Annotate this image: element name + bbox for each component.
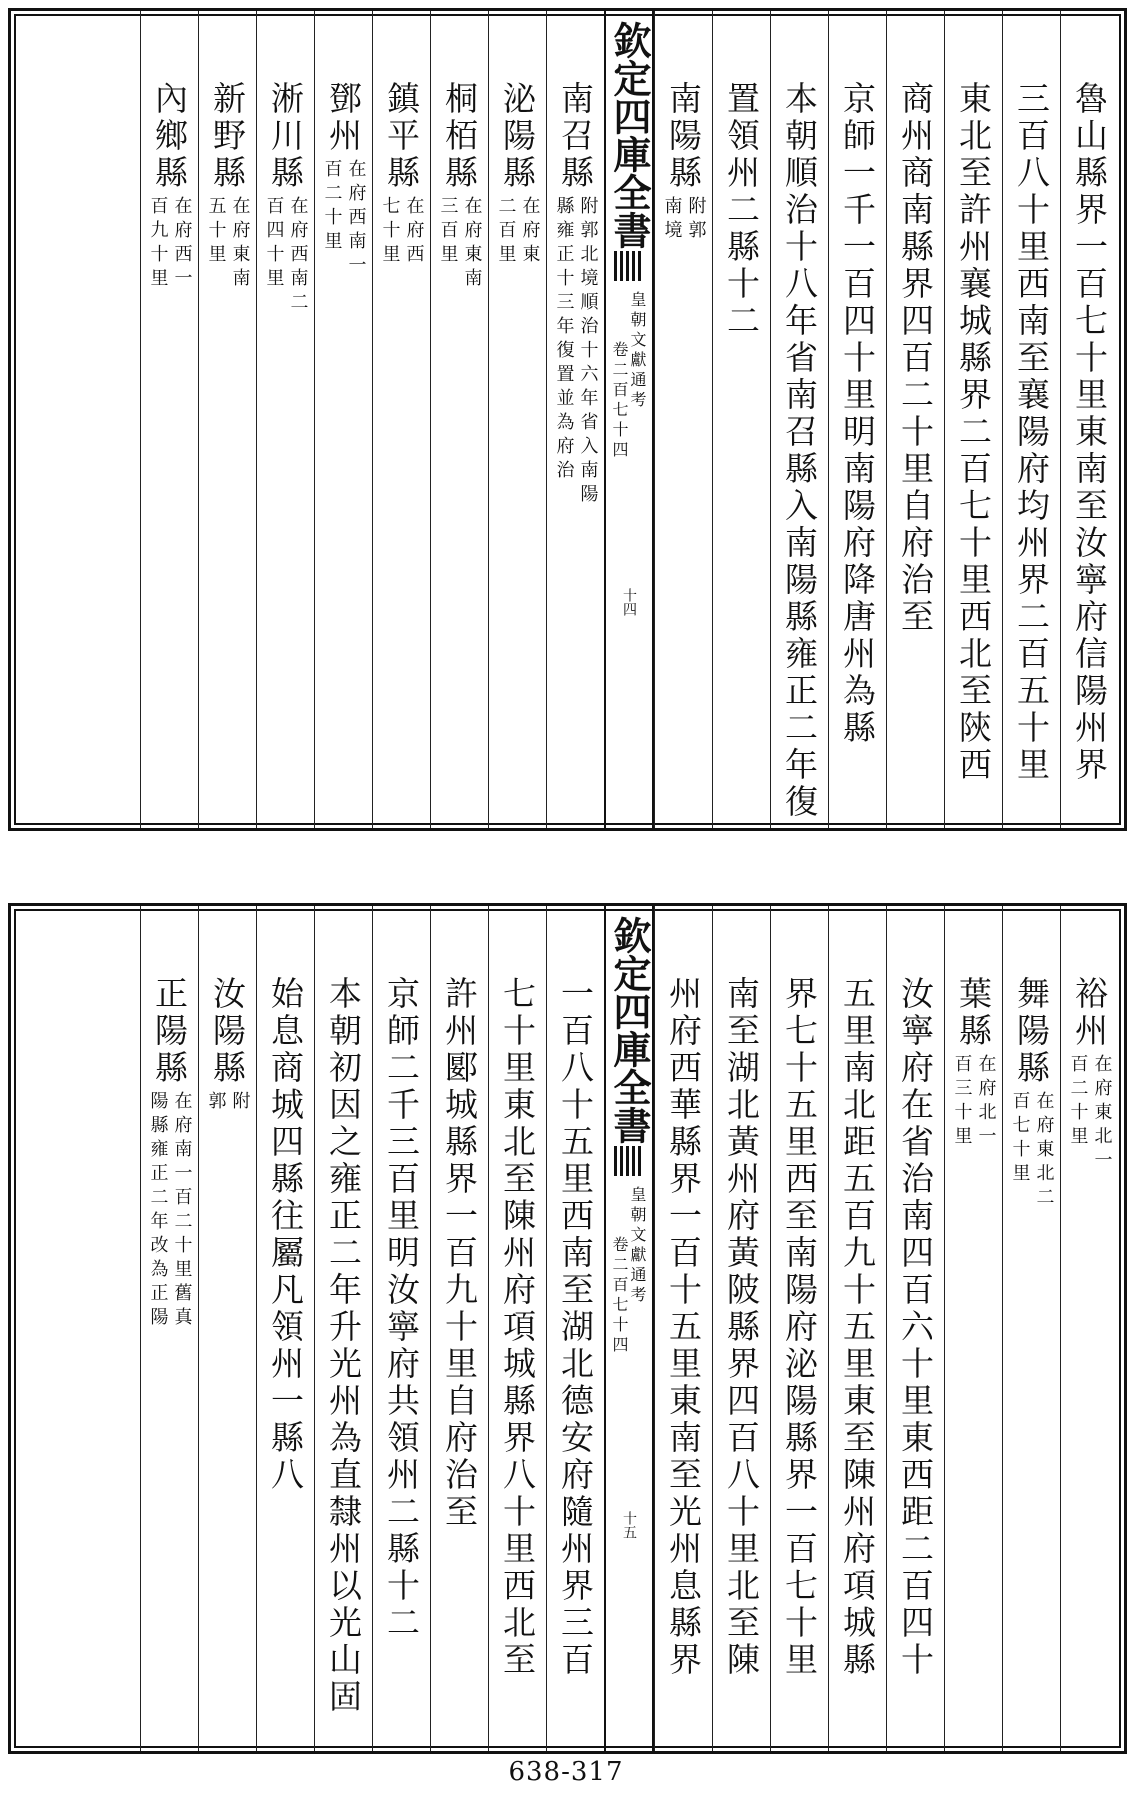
column-main-text: 南陽縣 (664, 81, 703, 192)
text-column (828, 906, 886, 1751)
volume-number: 卷二百七十四 (610, 1236, 629, 1356)
column-main-text: 鄧州 (324, 81, 363, 155)
annotation-line: 百二十里 (321, 159, 343, 255)
annotation-line: 南境 (661, 196, 683, 244)
top-page (8, 8, 1127, 831)
text-column (430, 906, 488, 1751)
column-annotation (547, 196, 604, 508)
text-column (140, 906, 198, 1751)
column-main-text: 淅川縣 (266, 81, 305, 192)
text-column (256, 906, 314, 1751)
annotation-line: 在府東北一 (1091, 1054, 1113, 1174)
text-column (654, 906, 712, 1751)
column-annotation (199, 196, 256, 292)
column-main-text: 葉縣 (954, 976, 993, 1050)
annotation-line: 在府東南 (229, 196, 251, 292)
column-main-text: 置領州二縣十二 (722, 81, 761, 340)
annotation-line: 在府西一 (171, 196, 193, 292)
text-column (546, 11, 604, 828)
column-main-text: 內鄉縣 (150, 81, 189, 192)
text-column (1060, 11, 1118, 828)
column-main-text: 桐栢縣 (440, 81, 479, 192)
text-column (372, 11, 430, 828)
annotation-line: 縣雍正十三年復置並為府治 (553, 196, 575, 484)
text-column (654, 11, 712, 828)
column-main-text: 魯山縣界一百七十里東南至汝寧府信陽州界 (1070, 81, 1109, 784)
text-column (198, 906, 256, 1751)
annotation-line: 在府東北二 (1033, 1091, 1055, 1211)
column-main-text: 南至湖北黃州府黃陂縣界四百八十里北至陳 (722, 976, 761, 1679)
column-annotation (431, 196, 488, 292)
text-column (944, 906, 1002, 1751)
annotation-line: 七十里 (379, 196, 401, 268)
text-column (712, 11, 770, 828)
text-column (372, 906, 430, 1751)
leaf-number: 十五 (621, 1511, 637, 1539)
column-main-text: 正陽縣 (150, 976, 189, 1087)
annotation-line: 附郭 (685, 196, 707, 244)
column-main-text: 裕州 (1070, 976, 1109, 1050)
fish-tail-ornament (614, 251, 644, 281)
annotation-line: 附 (229, 1091, 251, 1115)
annotation-line: 在府西南一 (345, 159, 367, 279)
text-column (198, 11, 256, 828)
column-annotation (1003, 1091, 1060, 1211)
text-column (770, 11, 828, 828)
column-main-text: 商州商南縣界四百二十里自府治至 (896, 81, 935, 636)
column-main-text: 許州郾城縣界一百九十里自府治至 (440, 976, 479, 1531)
text-column (314, 906, 372, 1751)
column-main-text: 鎮平縣 (382, 81, 421, 192)
column-main-text: 五里南北距五百九十五里東至陳州府項城縣 (838, 976, 877, 1679)
text-column (546, 906, 604, 1751)
book-title: 皇朝文獻通考 (628, 1186, 647, 1306)
text-column (828, 11, 886, 828)
column-main-text: 本朝初因之雍正二年升光州為直隸州以光山固 (324, 976, 363, 1716)
center-fold-column (604, 11, 654, 828)
fish-tail-ornament (614, 1146, 644, 1176)
column-annotation (141, 196, 198, 292)
annotation-line: 在府西 (403, 196, 425, 268)
column-main-text: 泌陽縣 (498, 81, 537, 192)
annotation-line: 附郭北境順治十六年省入南陽 (577, 196, 599, 508)
annotation-line: 在府西南二 (287, 196, 309, 316)
column-main-text: 三百八十里西南至襄陽府均州界二百五十里 (1012, 81, 1051, 784)
column-main-text: 界七十五里西至南陽府泌陽縣界一百七十里 (780, 976, 819, 1679)
annotation-line: 在府東 (519, 196, 541, 268)
annotation-line: 三百里 (437, 196, 459, 268)
text-column (886, 906, 944, 1751)
text-column (256, 11, 314, 828)
column-main-text: 東北至許州襄城縣界二百七十里西北至陝西 (954, 81, 993, 784)
annotation-line: 二百里 (495, 196, 517, 268)
annotation-line: 百七十里 (1009, 1091, 1031, 1187)
text-column (314, 11, 372, 828)
page-footer-number: 638-317 (508, 1757, 624, 1787)
text-column (886, 11, 944, 828)
annotation-line: 百二十里 (1067, 1054, 1089, 1150)
column-main-text: 汝陽縣 (208, 976, 247, 1087)
text-column (1060, 906, 1118, 1751)
leaf-number: 十四 (621, 588, 637, 616)
annotation-line: 在府東南 (461, 196, 483, 292)
column-annotation (315, 159, 372, 279)
column-main-text: 京師一千一百四十里明南陽府降唐州為縣 (838, 81, 877, 747)
column-main-text: 七十里東北至陳州府項城縣界八十里西北至 (498, 976, 537, 1679)
text-column (944, 11, 1002, 828)
text-column (488, 906, 546, 1751)
series-title: 欽定四庫全書 (607, 21, 652, 249)
column-annotation (1061, 1054, 1118, 1174)
column-main-text: 京師二千三百里明汝寧府共領州二縣十二 (382, 976, 421, 1642)
series-title: 欽定四庫全書 (607, 916, 652, 1144)
column-annotation (489, 196, 546, 268)
text-column (712, 906, 770, 1751)
annotation-line: 郭 (205, 1091, 227, 1115)
column-annotation (141, 1091, 198, 1331)
column-annotation (655, 196, 712, 244)
volume-number: 卷二百七十四 (610, 341, 629, 461)
annotation-line: 五十里 (205, 196, 227, 268)
annotation-line: 百三十里 (951, 1054, 973, 1150)
column-annotation (945, 1054, 1002, 1150)
text-column (488, 11, 546, 828)
text-column (770, 906, 828, 1751)
column-main-text: 始息商城四縣往屬凡領州一縣八 (266, 976, 305, 1494)
column-annotation (373, 196, 430, 268)
column-main-text: 汝寧府在省治南四百六十里東西距二百四十 (896, 976, 935, 1679)
book-title: 皇朝文獻通考 (628, 291, 647, 411)
annotation-line: 陽縣雍正二年改為正陽 (147, 1091, 169, 1331)
annotation-line: 在府南一百二十里舊真 (171, 1091, 193, 1331)
column-main-text: 新野縣 (208, 81, 247, 192)
bottom-page (8, 903, 1127, 1754)
annotation-line: 百九十里 (147, 196, 169, 292)
column-main-text: 一百八十五里西南至湖北德安府隨州界三百 (556, 976, 595, 1679)
text-column (140, 11, 198, 828)
text-column (1002, 11, 1060, 828)
annotation-line: 百四十里 (263, 196, 285, 292)
column-main-text: 舞陽縣 (1012, 976, 1051, 1087)
column-annotation (199, 1091, 256, 1115)
column-main-text: 本朝順治十八年省南召縣入南陽縣雍正二年復 (780, 81, 819, 821)
column-main-text: 南召縣 (556, 81, 595, 192)
text-column (430, 11, 488, 828)
annotation-line: 在府北一 (975, 1054, 997, 1150)
text-column (1002, 906, 1060, 1751)
column-annotation (257, 196, 314, 316)
column-main-text: 州府西華縣界一百十五里東南至光州息縣界 (664, 976, 703, 1679)
center-fold-column (604, 906, 654, 1751)
